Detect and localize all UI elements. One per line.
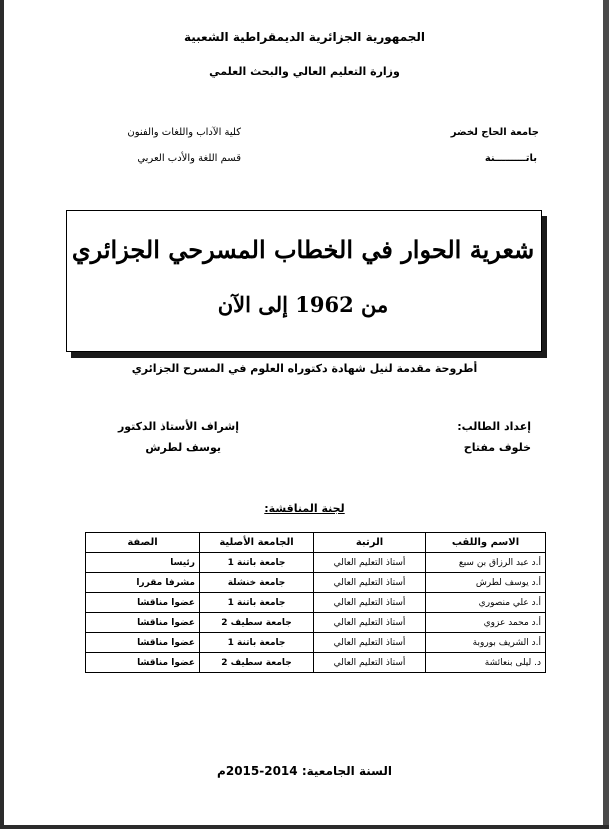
republic-heading: الجمهورية الجزائرية الديمقراطية الشعبية <box>183 30 426 44</box>
university-name: جامعة الحاج لخضر <box>450 127 539 138</box>
supervisor-name: يوسف لطرش <box>145 441 221 454</box>
table-header-row <box>86 533 546 553</box>
member-name: أ.د يوسف لطرش <box>426 573 546 593</box>
academic-year: السنة الجامعية: 2014-2015م <box>217 764 392 778</box>
member-rank: أستاذ التعليم العالي <box>314 593 426 613</box>
member-role: عضوا مناقشا <box>86 633 200 653</box>
city-name: باتـــــــــنة <box>484 153 537 164</box>
member-role: رئيسا <box>86 553 200 573</box>
member-name: أ.د علي منصوري <box>426 593 546 613</box>
header-name: الاسم واللقب <box>426 533 546 553</box>
committee-title-text: لجنة المناقشة: <box>264 502 345 515</box>
member-rank: أستاذ التعليم العالي <box>314 573 426 593</box>
viewer-left-edge <box>0 0 4 829</box>
thesis-title-line2: من 1962 إلى الآن <box>217 292 389 317</box>
ministry-heading: وزارة التعليم العالي والبحث العلمي <box>209 65 400 78</box>
committee-title <box>0 502 609 515</box>
table-row <box>86 653 546 673</box>
member-role: عضوا مناقشا <box>86 653 200 673</box>
member-rank: أستاذ التعليم العالي <box>314 613 426 633</box>
member-role: عضوا مناقشا <box>86 613 200 633</box>
header-rank: الرتبة <box>314 533 426 553</box>
member-university: جامعة باتنة 1 <box>200 633 314 653</box>
thesis-subtitle: أطروحة مقدمة لنيل شهادة دكتوراه العلوم في المسرح الجزائري <box>131 362 478 375</box>
member-university: جامعة سطيف 2 <box>200 653 314 673</box>
member-name: أ.د الشريف بوروبة <box>426 633 546 653</box>
student-name: خلوف مفتاح <box>463 441 531 454</box>
member-role: عضوا مناقشا <box>86 593 200 613</box>
viewer-right-edge <box>603 0 609 829</box>
prepared-by-label: إعداد الطالب: <box>457 420 531 433</box>
member-rank: أستاذ التعليم العالي <box>314 553 426 573</box>
header-role: الصفة <box>86 533 200 553</box>
table-row <box>86 613 546 633</box>
faculty-name: كلية الآداب واللغات والفنون <box>127 127 241 138</box>
header-university: الجامعة الأصلية <box>200 533 314 553</box>
member-rank: أستاذ التعليم العالي <box>314 633 426 653</box>
table-row <box>86 633 546 653</box>
title-box <box>66 210 542 352</box>
table-row <box>86 553 546 573</box>
member-university: جامعة خنشلة <box>200 573 314 593</box>
table-row <box>86 573 546 593</box>
member-university: جامعة باتنة 1 <box>200 553 314 573</box>
viewer-bottom-edge <box>0 825 609 829</box>
member-rank: أستاذ التعليم العالي <box>314 653 426 673</box>
supervision-label: إشراف الأستاذ الدكتور <box>117 420 239 433</box>
thesis-title-line1: شعرية الحوار في الخطاب المسرحي الجزائري <box>71 235 535 264</box>
member-university: جامعة باتنة 1 <box>200 593 314 613</box>
member-name: أ.د محمد عزوي <box>426 613 546 633</box>
table-row <box>86 593 546 613</box>
member-name: أ.د عبد الرزاق بن سبع <box>426 553 546 573</box>
member-name: د. ليلى بنعائشة <box>426 653 546 673</box>
department-name: قسم اللغة والأدب العربي <box>137 153 241 164</box>
member-university: جامعة سطيف 2 <box>200 613 314 633</box>
committee-table <box>85 532 546 673</box>
member-role: مشرفا مقررا <box>86 573 200 593</box>
